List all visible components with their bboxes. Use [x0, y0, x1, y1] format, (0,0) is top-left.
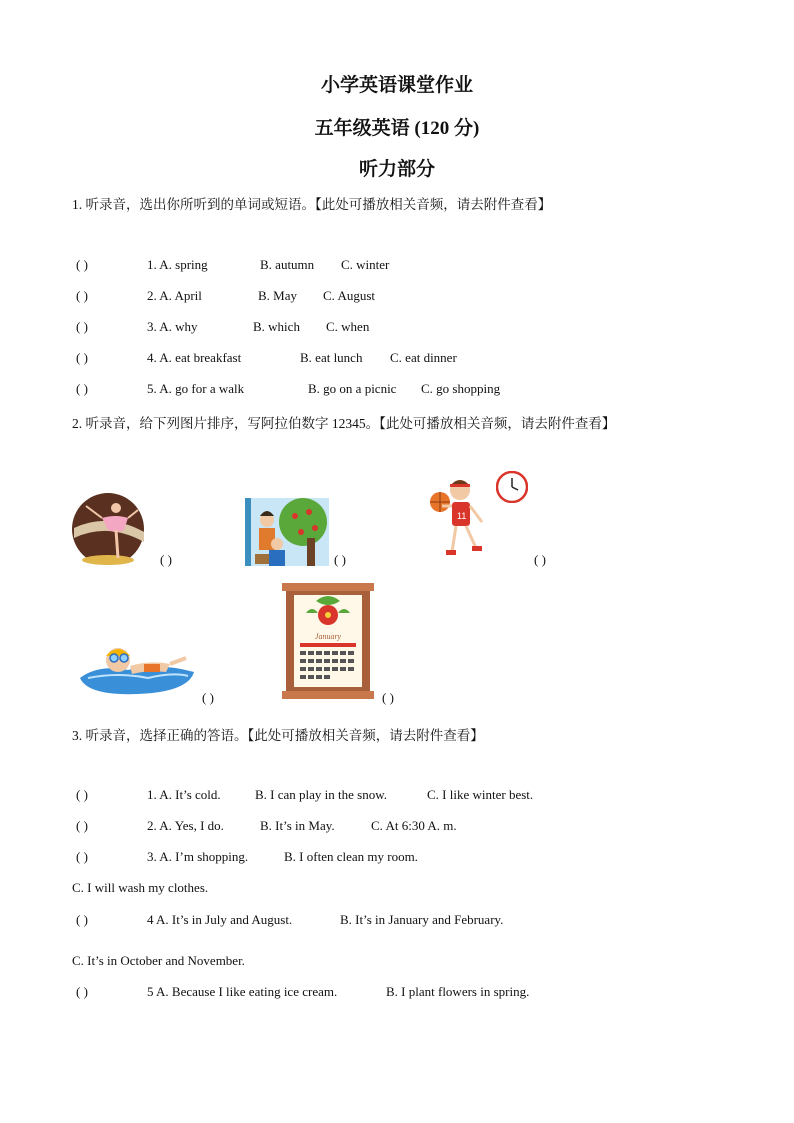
- option-b: B. which: [253, 319, 300, 334]
- answer-blank[interactable]: ( ): [160, 552, 172, 567]
- answer-blank[interactable]: ( ): [76, 257, 88, 272]
- option-b: B. I plant flowers in spring.: [386, 984, 530, 999]
- answer-blank[interactable]: ( ): [76, 350, 88, 365]
- answer-blank[interactable]: ( ): [76, 912, 88, 927]
- answer-blank[interactable]: ( ): [534, 552, 546, 567]
- answer-blank[interactable]: ( ): [76, 849, 88, 864]
- q2-prompt: 2. 听录音，给下列图片排序，写阿拉伯数字 12345。【此处可播放相关音频，请去附件查看】: [72, 416, 616, 431]
- option-a: 2. A. Yes, I do.: [147, 818, 224, 833]
- option-b: B. autumn: [260, 257, 315, 272]
- option-b: B. go on a picnic: [308, 381, 397, 396]
- option-a: 1. A. It’s cold.: [147, 787, 221, 802]
- q1-prompt: 1. 听录音，选出你所听到的单词或短语。【此处可播放相关音频，请去附件查看】: [72, 197, 552, 212]
- calendar-month: January: [314, 632, 342, 641]
- q3-prompt: 3. 听录音，选择正确的答语。【此处可播放相关音频，请去附件查看】: [72, 728, 484, 743]
- ballet-picture: [72, 492, 148, 571]
- option-a: 3. A. I’m shopping.: [147, 849, 249, 864]
- option-a: 4. A. eat breakfast: [147, 350, 242, 365]
- option-b: B. I can play in the snow.: [255, 787, 388, 802]
- option-b: B. May: [258, 288, 297, 303]
- option-a: 5 A. Because I like eating ice cream.: [147, 984, 338, 999]
- option-c: C. go shopping: [421, 381, 501, 396]
- option-b: B. eat lunch: [300, 350, 363, 365]
- q3-item-3-option-c: C. I will wash my clothes.: [72, 880, 209, 895]
- answer-blank[interactable]: ( ): [76, 288, 88, 303]
- section-title: 听力部分: [358, 159, 435, 180]
- answer-blank[interactable]: ( ): [76, 319, 88, 334]
- swimming-picture: [78, 638, 196, 703]
- jersey-number: 11: [457, 511, 467, 521]
- option-c: C. I like winter best.: [427, 787, 534, 802]
- option-a: 3. A. why: [147, 319, 198, 334]
- option-b: B. It’s in May.: [260, 818, 335, 833]
- option-c: C. winter: [341, 257, 390, 272]
- answer-blank[interactable]: ( ): [76, 787, 88, 802]
- page-subtitle: 五年级英语 (120 分): [314, 118, 480, 139]
- calendar-picture: [282, 583, 374, 704]
- answer-blank[interactable]: ( ): [202, 690, 214, 705]
- answer-blank[interactable]: ( ): [334, 552, 346, 567]
- option-c: C. eat dinner: [390, 350, 457, 365]
- answer-blank[interactable]: ( ): [76, 818, 88, 833]
- option-a: 4 A. It’s in July and August.: [147, 912, 293, 927]
- clock-icon: [496, 471, 528, 508]
- answer-blank[interactable]: ( ): [76, 984, 88, 999]
- option-a: 5. A. go for a walk: [147, 381, 245, 396]
- option-c: C. At 6:30 A. m.: [371, 818, 457, 833]
- answer-blank[interactable]: ( ): [382, 690, 394, 705]
- option-c: C. when: [326, 319, 370, 334]
- page-title: 小学英语课堂作业: [320, 75, 473, 96]
- option-a: 2. A. April: [147, 288, 202, 303]
- apple-picking-picture: [245, 498, 329, 571]
- option-b: B. It’s in January and February.: [340, 912, 504, 927]
- q3-item-4-option-c: C. It’s in October and November.: [72, 953, 245, 968]
- answer-blank[interactable]: ( ): [76, 381, 88, 396]
- option-a: 1. A. spring: [147, 257, 208, 272]
- option-c: C. August: [323, 288, 376, 303]
- option-b: B. I often clean my room.: [284, 849, 418, 864]
